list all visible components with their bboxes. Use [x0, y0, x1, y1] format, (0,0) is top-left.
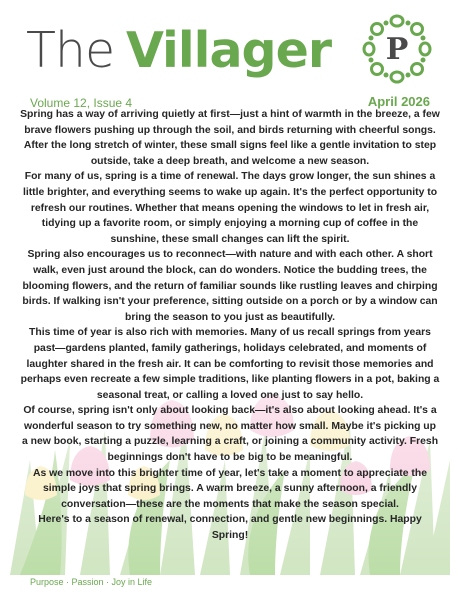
footer-tagline: Purpose · Passion · Joy in Life [30, 577, 153, 587]
article-paragraph: Spring has a way of arriving quietly at first—just a hint of warmth in the breeze, a few brave flowers pushing up through the soil, and birds returning with cheerful songs. After the long stretch of winter, these small signs feel like a gentle invitation to step outside, take a deep breath, and welcome a new season. [20, 109, 440, 167]
article-paragraph: For many of us, spring is a time of renewal. The days grow longer, the sun shines a little brighter, and everything seems to wake up again. It's the perfect opportunity to refresh our routines. Whether that means opening the windows to let in fresh air, tidying up a favorite room, or simply enjoying a morning cup of coffee in the sunshine, these small changes can lift the spirit. [22, 171, 438, 245]
logo-letter: P [385, 32, 409, 67]
issue-date: April 2026 [367, 94, 430, 109]
volume-issue: Volume 12, Issue 4 [30, 96, 133, 110]
article-paragraph: Of course, spring isn't only about looking back—it's also about looking ahead. It's a wonderful season to try something new, no matter how small. Maybe it's picking up a new book, starting a puzzle, learning a craft, or joining a community activity. Fresh beginnings don't have to be big to be meaningful. [21, 405, 439, 464]
article-paragraph: As we move into this brighter time of year, let's take a moment to appreciate the simple joys that spring brings. A warm breeze, a sunny afternoon, a friendly conversation—these are the moments that make the season special. [33, 467, 427, 510]
article-paragraph: This time of year is also rich with memories. Many of us recall springs from years past—gardens planted, family gatherings, holidays celebrated, and moments of laughter shared in the fresh air. It can be comforting to revisit those memories and perhaps even recreate a few simple traditions, like planting flowers in a pot, baking a seasonal treat, or calling a loved one just to say hello. [20, 327, 440, 401]
article-body [20, 107, 440, 544]
title-villager: Villager [126, 22, 331, 79]
article-paragraph: Here's to a season of renewal, connection, and gentle new beginnings. Happy Spring! [38, 514, 422, 542]
article-paragraph: Spring also encourages us to reconnect—with nature and with each other. A short walk, even just around the block, can do wonders. Notice the budding trees, the blooming flowers, and the return of familiar sounds like rustling leaves and chirping birds. If walking isn't your preference, sitting outside on a porch or by a window can bring the season to you just as beautifully. [22, 249, 438, 323]
flower-wreath-logo-icon [362, 14, 432, 84]
title-the: The [26, 22, 115, 79]
